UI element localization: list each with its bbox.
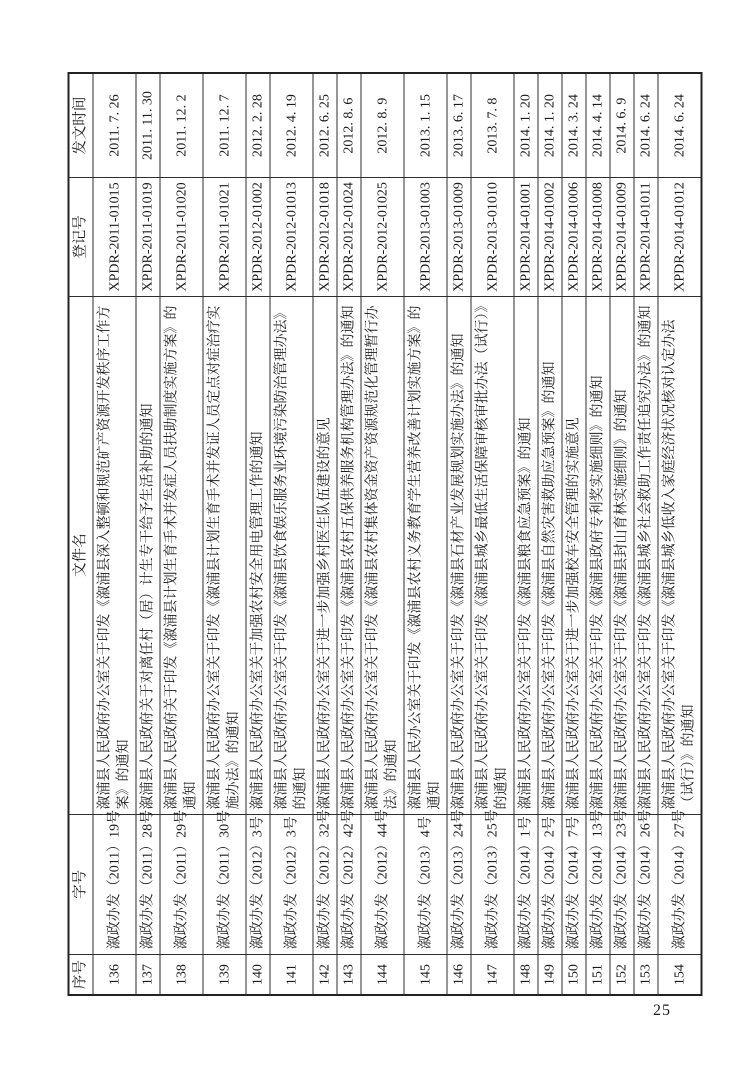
file-name-cell: 溆浦县人民政府办公室关于印发《溆浦县政府专利奖实施细则》的通知 [586,296,610,814]
row-index-cell: 154 [658,955,702,995]
file-name-cell: 溆浦县人民政府办公室关于印发《溆浦县农村集体资金资产资源规范化管理暂行办法》的通知 [361,296,404,814]
file-name-cell: 溆浦县人民政府办公室关于印发《溆浦县封山育林实施细则》的通知 [610,296,634,814]
doc-number-cell: 溆政办发（2012）44号 [361,814,404,955]
header-reg-number: 登记号 [69,178,94,297]
header-issue-date: 发文时间 [69,73,94,178]
row-index-cell: 148 [514,955,538,995]
issue-date-cell: 2011. 12. 2 [160,73,203,178]
row-index-cell: 145 [404,955,447,995]
row-index-cell: 136 [93,955,136,995]
file-name-cell: 溆浦县人民政府办公室关于印发《溆浦县城乡低收入家庭经济状况核对认定办法（试行）》的通知 [658,296,702,814]
rotated-table-container [68,72,703,996]
table-row [538,73,562,995]
issue-date-cell: 2014. 3. 24 [562,73,586,178]
row-index-cell: 137 [136,955,160,995]
table-row [562,73,586,995]
reg-number-cell: XPDR-2014-01006 [562,178,586,297]
header-doc-number: 字号 [69,814,94,955]
issue-date-cell: 2014. 6. 9 [610,73,634,178]
file-name-cell: 溆浦县人民政府关于对离任村（居）计生专干给予生活补助的通知 [136,296,160,814]
issue-date-cell: 2012. 4. 19 [270,73,313,178]
file-name-cell: 溆浦县人民政府办公室关于印发《溆浦县粮食应急预案》的通知 [514,296,538,814]
table-row [361,73,404,995]
doc-number-cell: 溆政办发（2013）25号 [471,814,514,955]
issue-date-cell: 2014. 4. 14 [586,73,610,178]
issue-date-cell: 2013. 7. 8 [471,73,514,178]
file-name-cell: 溆浦县人民政府办公室关于印发《溆浦县饮食娱乐服务业环境污染防治管理办法》的通知 [270,296,313,814]
file-name-cell: 溆浦县人民政府办公室关于加强农村安全用电管理工作的通知 [246,296,270,814]
table-header-row [69,73,94,995]
reg-number-cell: XPDR-2011-01015 [93,178,136,297]
row-index-cell: 150 [562,955,586,995]
table-row [136,73,160,995]
file-name-cell: 溆浦县人民政府关于印发《溆浦县计划生育手术并发症人员扶助制度实施方案》的通知 [160,296,203,814]
row-index-cell: 151 [586,955,610,995]
doc-number-cell: 溆政办发（2013）4号 [404,814,447,955]
file-name-cell: 溆浦县人民政府办公室关于印发《溆浦县自然灾害救助应急预案》的通知 [538,296,562,814]
issue-date-cell: 2013. 1. 15 [404,73,447,178]
file-name-cell: 溆浦县人民政府办公室关于印发《溆浦县深入整顿和规范矿产资源开发秩序工作方案》的通知 [93,296,136,814]
table-row [313,73,337,995]
table-row [634,73,658,995]
doc-number-cell: 溆政办发（2014）7号 [562,814,586,955]
issue-date-cell: 2011. 12. 7 [203,73,246,178]
table-row [337,73,361,995]
table-body [93,73,702,995]
file-name-cell: 溆浦县人民政府办公室关于印发《溆浦县石材产业发展规划实施办法》的通知 [447,296,471,814]
row-index-cell: 153 [634,955,658,995]
issue-date-cell: 2014. 1. 20 [538,73,562,178]
file-name-cell: 溆浦县人民政府办公室关于进一步加强校车安全管理的实施意见 [562,296,586,814]
reg-number-cell: XPDR-2012-01002 [246,178,270,297]
table-row [93,73,136,995]
document-register-table [68,72,703,996]
issue-date-cell: 2012. 8. 9 [361,73,404,178]
row-index-cell: 147 [471,955,514,995]
doc-number-cell: 溆政办发（2012）42号 [337,814,361,955]
reg-number-cell: XPDR-2012-01025 [361,178,404,297]
table-row [447,73,471,995]
issue-date-cell: 2013. 6. 17 [447,73,471,178]
issue-date-cell: 2011. 11. 30 [136,73,160,178]
doc-number-cell: 溆政办发（2012）3号 [246,814,270,955]
file-name-cell: 溆浦县人民政府办公室关于印发《溆浦县城乡社会救助工作责任追究办法》的通知 [634,296,658,814]
table-row [658,73,702,995]
doc-number-cell: 溆政办发（2012）32号 [313,814,337,955]
issue-date-cell: 2012. 6. 25 [313,73,337,178]
table-row [246,73,270,995]
row-index-cell: 141 [270,955,313,995]
reg-number-cell: XPDR-2011-01021 [203,178,246,297]
table-row [586,73,610,995]
doc-number-cell: 溆政办发（2014）2号 [538,814,562,955]
reg-number-cell: XPDR-2014-01008 [586,178,610,297]
table-row [160,73,203,995]
doc-number-cell: 溆政办发（2014）23号 [610,814,634,955]
doc-number-cell: 溆政办发（2014）13号 [586,814,610,955]
reg-number-cell: XPDR-2013-01009 [447,178,471,297]
reg-number-cell: XPDR-2011-01020 [160,178,203,297]
table-row [514,73,538,995]
header-index: 序号 [69,955,94,995]
row-index-cell: 140 [246,955,270,995]
file-name-cell: 溆浦县人民政府办公室关于印发《溆浦县计划生育手术并发证人员定点对症治疗实施办法》的通知 [203,296,246,814]
doc-number-cell: 溆政办发（2013）24号 [447,814,471,955]
reg-number-cell: XPDR-2014-01011 [634,178,658,297]
doc-number-cell: 溆政办发（2012）3号 [270,814,313,955]
table-row [404,73,447,995]
issue-date-cell: 2012. 8. 6 [337,73,361,178]
issue-date-cell: 2014. 6. 24 [658,73,702,178]
reg-number-cell: XPDR-2013-01010 [471,178,514,297]
row-index-cell: 139 [203,955,246,995]
file-name-cell: 溆浦县人民办公室关于印发《溆浦县农村义务教育学生营养改善计划实施方案》的通知 [404,296,447,814]
row-index-cell: 144 [361,955,404,995]
reg-number-cell: XPDR-2014-01002 [538,178,562,297]
table-row [270,73,313,995]
row-index-cell: 149 [538,955,562,995]
doc-number-cell: 溆政办发（2014）26号 [634,814,658,955]
row-index-cell: 152 [610,955,634,995]
row-index-cell: 138 [160,955,203,995]
row-index-cell: 142 [313,955,337,995]
reg-number-cell: XPDR-2012-01013 [270,178,313,297]
issue-date-cell: 2014. 6. 24 [634,73,658,178]
reg-number-cell: XPDR-2012-01024 [337,178,361,297]
reg-number-cell: XPDR-2012-01018 [313,178,337,297]
issue-date-cell: 2012. 2. 28 [246,73,270,178]
page-number: 25 [653,1002,671,1019]
doc-number-cell: 溆政办发（2014）1号 [514,814,538,955]
reg-number-cell: XPDR-2014-01009 [610,178,634,297]
reg-number-cell: XPDR-2011-01019 [136,178,160,297]
reg-number-cell: XPDR-2013-01003 [404,178,447,297]
table-row [610,73,634,995]
reg-number-cell: XPDR-2014-01001 [514,178,538,297]
doc-number-cell: 溆政办发（2011）28号 [136,814,160,955]
doc-number-cell: 溆政办发（2011）29号 [160,814,203,955]
header-file-name: 文件名 [69,296,94,814]
doc-number-cell: 溆政办发（2011）30号 [203,814,246,955]
file-name-cell: 溆浦县人民政府办公室关于印发《溆浦县农村五保供养服务机构管理办法》的通知 [337,296,361,814]
issue-date-cell: 2014. 1. 20 [514,73,538,178]
table-row [203,73,246,995]
doc-number-cell: 溆政办发（2014）27号 [658,814,702,955]
row-index-cell: 146 [447,955,471,995]
reg-number-cell: XPDR-2014-01012 [658,178,702,297]
row-index-cell: 143 [337,955,361,995]
table-row [471,73,514,995]
file-name-cell: 溆浦县人民政府办公室关于进一步加强乡村医生队伍建设的意见 [313,296,337,814]
issue-date-cell: 2011. 7. 26 [93,73,136,178]
doc-number-cell: 溆政办发（2011）19号 [93,814,136,955]
file-name-cell: 溆浦县人民政府办公室关于印发《溆浦县城乡最低生活保障审核审批办法（试行）》的通知 [471,296,514,814]
